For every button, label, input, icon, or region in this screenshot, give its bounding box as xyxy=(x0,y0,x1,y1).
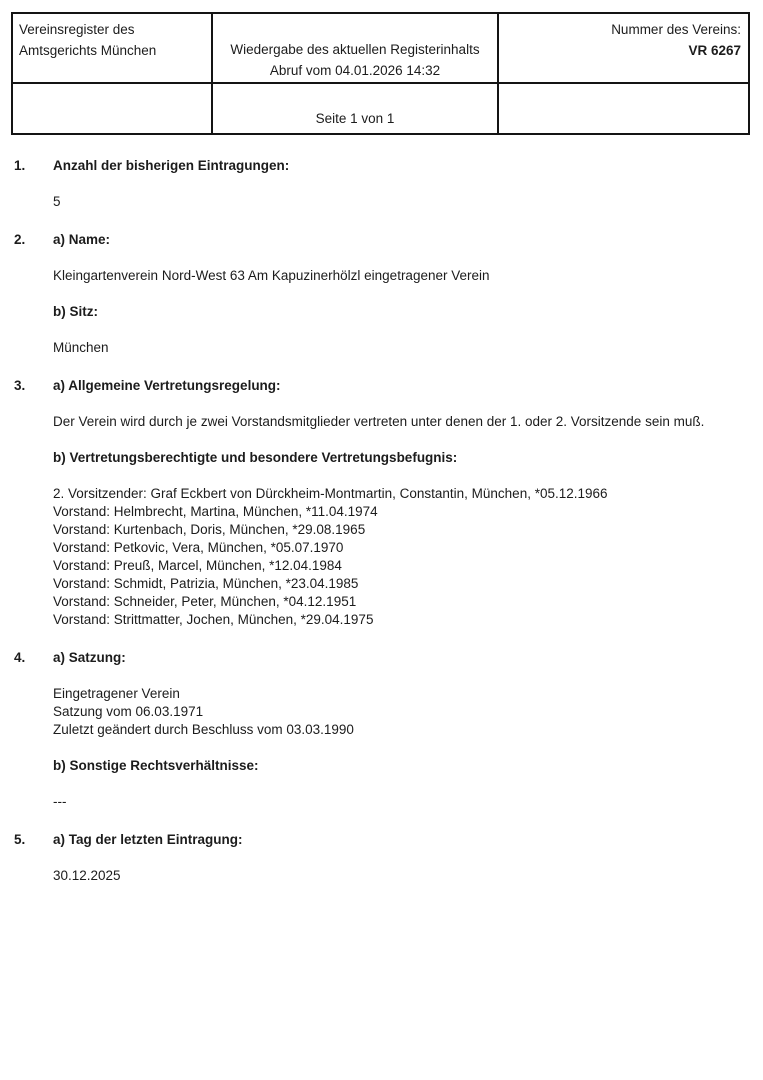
section-heading: Anzahl der bisherigen Eintragungen: xyxy=(53,158,290,173)
section-heading: a) Allgemeine Vertretungsregelung: xyxy=(53,378,281,393)
text-line: Vorstand: Strittmatter, Jochen, München, *29.04.1975 xyxy=(53,612,374,627)
text-line: Vorstand: Helmbrecht, Martina, München, *11.04.1974 xyxy=(53,504,378,519)
section-heading: a) Tag der letzten Eintragung: xyxy=(53,832,243,847)
section-number: 1. xyxy=(14,158,26,173)
register-section-5 xyxy=(14,831,750,885)
text-line: Eingetragener Verein xyxy=(53,686,180,701)
section-heading: b) Vertretungsberechtigte und besondere Vertretungsbefugnis: xyxy=(53,450,458,465)
text-line: Vorstand: Preuß, Marcel, München, *12.04.1984 xyxy=(53,558,342,573)
register-section-2 xyxy=(14,231,750,357)
section-text xyxy=(53,193,750,211)
section-text xyxy=(53,413,750,431)
text-line: Zuletzt geändert durch Beschluss vom 03.03.1990 xyxy=(53,722,354,737)
text-line: 30.12.2025 xyxy=(53,868,121,883)
section-body xyxy=(53,157,750,211)
issuing-authority xyxy=(13,14,213,84)
section-number: 4. xyxy=(14,650,26,665)
section-number: 5. xyxy=(14,832,26,847)
register-section-1 xyxy=(14,157,750,211)
register-section-4 xyxy=(14,649,750,811)
text-line: Kleingartenverein Nord-West 63 Am Kapuzinerhölzl eingetragener Verein xyxy=(53,268,490,283)
register-header-table xyxy=(11,12,750,135)
association-number-cell xyxy=(499,14,748,84)
authority-line-1: Vereinsregister des xyxy=(19,22,135,37)
association-number-label: Nummer des Vereins: xyxy=(611,22,741,37)
text-line: 2. Vorsitzender: Graf Eckbert von Dürckheim-Montmartin, Constantin, München, *05.12.1966 xyxy=(53,486,608,501)
section-heading: b) Sonstige Rechtsverhältnisse: xyxy=(53,758,259,773)
text-line: Vorstand: Kurtenbach, Doris, München, *29.08.1965 xyxy=(53,522,366,537)
document-title: Wiedergabe des aktuellen Registerinhalts xyxy=(230,42,480,57)
text-line: Der Verein wird durch je zwei Vorstandsmitglieder vertreten unter denen der 1. oder 2. Vorsitzende sein muß. xyxy=(53,414,705,429)
sections xyxy=(14,157,750,905)
text-line: Vorstand: Schneider, Peter, München, *04.12.1951 xyxy=(53,594,357,609)
section-body xyxy=(53,831,750,885)
text-line: Vorstand: Schmidt, Patrizia, München, *23.04.1985 xyxy=(53,576,359,591)
header-empty-cell-right xyxy=(499,84,748,133)
association-number-value: VR 6267 xyxy=(688,43,741,58)
page-indicator: Seite 1 von 1 xyxy=(315,111,395,126)
retrieval-date: Abruf vom 04.01.2026 14:32 xyxy=(269,63,441,78)
section-heading: b) Sitz: xyxy=(53,304,98,319)
section-text xyxy=(53,867,750,885)
section-body xyxy=(53,231,750,357)
section-number: 2. xyxy=(14,232,26,247)
section-text xyxy=(53,267,750,285)
header-empty-cell-left xyxy=(13,84,213,133)
text-line: 5 xyxy=(53,194,61,209)
text-line: München xyxy=(53,340,109,355)
text-line: Satzung vom 06.03.1971 xyxy=(53,704,204,719)
section-text xyxy=(53,339,750,357)
authority-line-2: Amtsgerichts München xyxy=(19,43,157,58)
text-line: --- xyxy=(53,794,67,809)
section-heading: a) Satzung: xyxy=(53,650,126,665)
page-indicator-cell xyxy=(213,84,499,133)
section-text xyxy=(53,793,750,811)
section-number: 3. xyxy=(14,378,26,393)
document-title-cell xyxy=(213,14,499,84)
section-body xyxy=(53,649,750,811)
section-text xyxy=(53,685,750,739)
section-heading: a) Name: xyxy=(53,232,111,247)
register-section-3 xyxy=(14,377,750,629)
text-line: Vorstand: Petkovic, Vera, München, *05.07.1970 xyxy=(53,540,344,555)
section-body xyxy=(53,377,750,629)
section-text xyxy=(53,485,750,629)
